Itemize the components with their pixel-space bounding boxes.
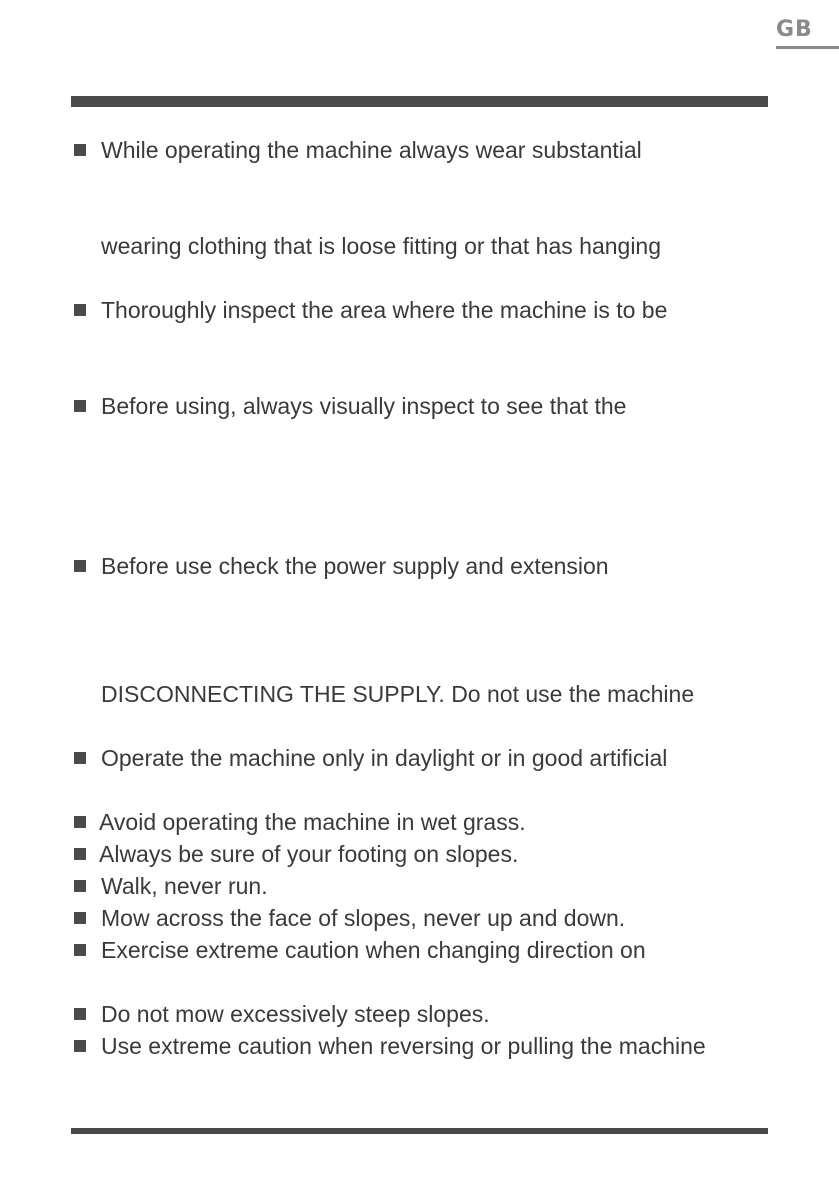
bullet-icon — [74, 752, 86, 764]
instruction-text: Use extreme caution when reversing or pulling the machine — [101, 1033, 706, 1059]
bullet-icon — [74, 848, 86, 860]
bullet-icon — [74, 880, 86, 892]
instruction-text: wearing clothing that is loose fitting or that has hanging — [101, 233, 662, 259]
instruction-text: DISCONNECTING THE SUPPLY. Do not use the machine — [101, 681, 695, 707]
language-tag-underline — [776, 46, 839, 49]
instruction-text: Before using, always visually inspect to see that the — [101, 393, 627, 419]
instruction-text: Do not mow excessively steep slopes. — [101, 1001, 490, 1027]
bullet-icon — [74, 560, 86, 572]
top-rule — [71, 96, 768, 107]
bullet-icon — [74, 816, 86, 828]
instruction-text: Operate the machine only in daylight or in good artificial — [101, 745, 668, 771]
instruction-text: Mow across the face of slopes, never up and down. — [101, 905, 626, 931]
bullet-icon — [74, 304, 86, 316]
bullet-icon — [74, 144, 86, 156]
instruction-text: Exercise extreme caution when changing direction on — [101, 937, 646, 963]
bullet-icon — [74, 944, 86, 956]
bullet-icon — [74, 1040, 86, 1052]
instruction-text: Thoroughly inspect the area where the machine is to be — [101, 297, 668, 323]
instruction-text: Avoid operating the machine in wet grass. — [99, 809, 526, 835]
bottom-rule — [71, 1128, 768, 1134]
instruction-text: Walk, never run. — [101, 873, 268, 899]
bullet-icon — [74, 1008, 86, 1020]
bullet-icon — [74, 912, 86, 924]
language-tag: GB — [776, 17, 813, 42]
instruction-text: While operating the machine always wear substantial — [101, 137, 642, 163]
instruction-text: Always be sure of your footing on slopes. — [99, 841, 519, 867]
bullet-icon — [74, 400, 86, 412]
instruction-text: Before use check the power supply and extension — [101, 553, 609, 579]
